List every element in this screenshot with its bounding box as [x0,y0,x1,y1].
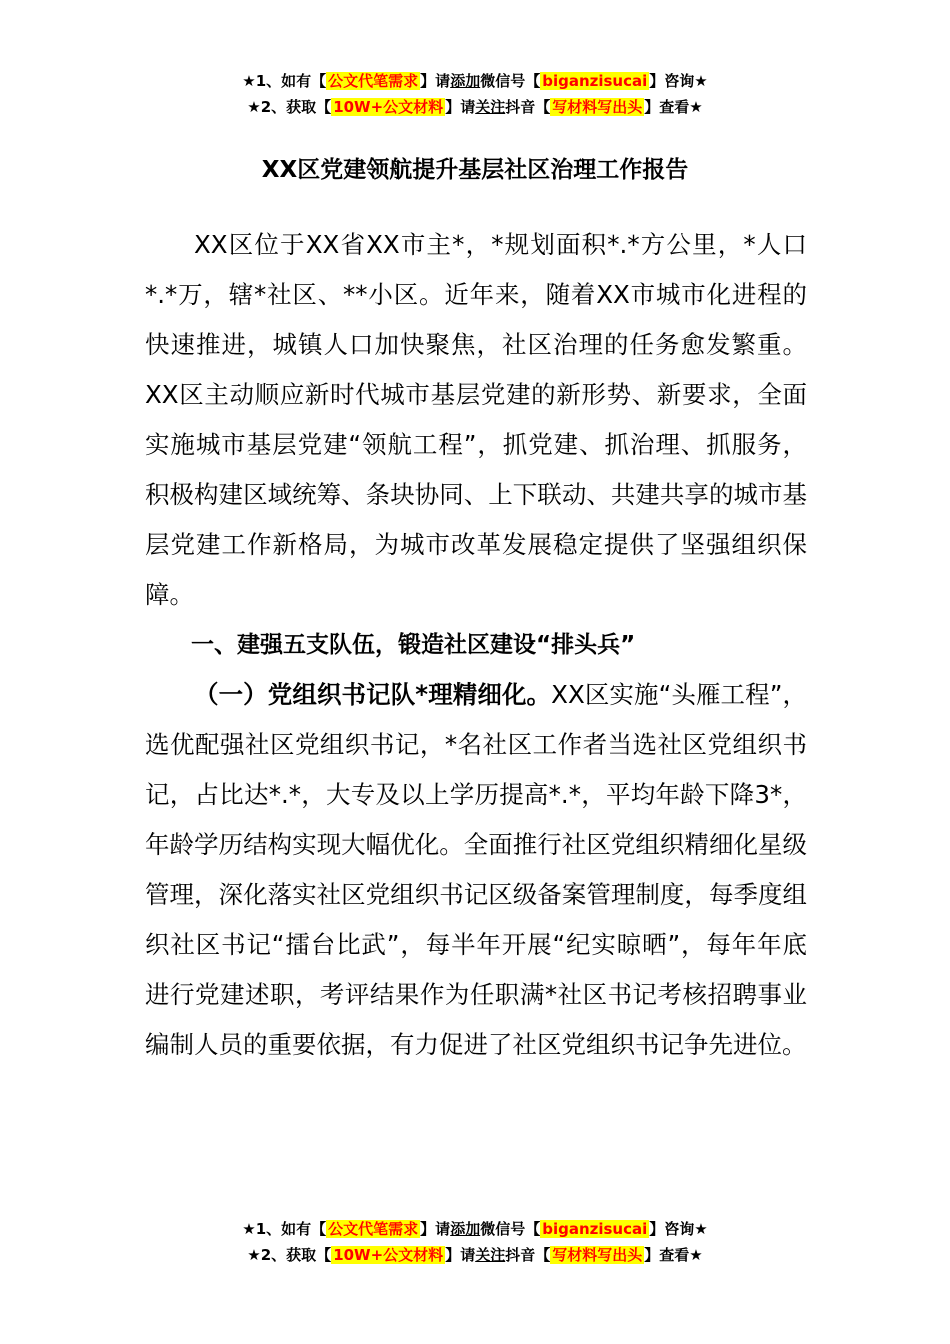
top-banner [0,68,950,120]
banner-text: ★2、获取【 [247,1246,332,1264]
banner-text: ★1、如有【 [242,72,327,90]
banner-underlined: 添加 [450,1220,481,1238]
banner-highlight: biganzisucai [542,1220,648,1238]
banner-underlined: 关注 [475,98,506,116]
banner-text: 】请 [420,1220,451,1238]
banner-highlight: 公文代笔需求 [328,1220,419,1238]
banner-highlight: 写材料写出头 [552,98,643,116]
document-title: XX区党建领航提升基层社区治理工作报告 [261,157,689,183]
banner-underlined: 关注 [475,1246,506,1264]
subsection-heading: （一）党组织书记队*理精细化。 [194,680,552,709]
banner-text: 】请 [445,1246,476,1264]
paragraph-intro: XX区位于XX省XX市主*，*规划面积*.*方公里，*人口*.*万，辖*社区、**小区。近年来，随着XX市城市化进程的快速推进，城镇人口加快聚焦，社区治理的任务愈发繁重。XX区主动顺应新时代城市基层党建的新形势、新要求，全面实施城市基层党建“领航工程”，抓党建、抓治理、抓服务，积极构建区域统筹、条块协同、上下联动、共建共享的城市基层党建工作新格局，为城市改革发展稳定提供了坚强组织保障。 [145,230,807,609]
bottom-banner [0,1216,950,1268]
document-body [145,220,807,1070]
banner-text: 】请 [420,72,451,90]
section-heading-1: 一、建强五支队伍，锻造社区建设“排头兵” [191,632,636,658]
banner-text: 】咨询★ [649,1220,708,1238]
banner-text: 】咨询★ [649,72,708,90]
banner-line-2 [0,94,950,120]
banner-text: 】查看★ [644,98,703,116]
banner-highlight: 10W+公文材料 [333,1246,444,1264]
banner-line-1 [0,1216,950,1242]
banner-text: ★2、获取【 [247,98,332,116]
banner-text: 】查看★ [644,1246,703,1264]
banner-text: 微信号【 [480,1220,541,1238]
banner-highlight: 10W+公文材料 [333,98,444,116]
banner-text: ★1、如有【 [242,1220,327,1238]
banner-highlight: 公文代笔需求 [328,72,419,90]
banner-text: 抖音【 [505,98,551,116]
banner-text: 微信号【 [480,72,541,90]
paragraph-section-1-1 [145,670,807,1070]
banner-highlight: 写材料写出头 [552,1246,643,1264]
banner-line-2 [0,1242,950,1268]
banner-text: 】请 [445,98,476,116]
banner-line-1 [0,68,950,94]
banner-underlined: 添加 [450,72,481,90]
subsection-text: XX区实施“头雁工程”，选优配强社区党组织书记，*名社区工作者当选社区党组织书记，占比达*.*，大专及以上学历提高*.*，平均年龄下降3*，年龄学历结构实现大幅优化。全面推行社区党组织精细化星级管理，深化落实社区党组织书记区级备案管理制度，每季度组织社区书记“擂台比武”，每半年开展“纪实晾晒”，每年年底进行党建述职，考评结果作为任职满*社区书记考核招聘事业编制人员的重要依据，有力促进了社区党组织书记争先进位。 [145,680,808,1059]
banner-highlight: biganzisucai [542,72,648,90]
banner-text: 抖音【 [505,1246,551,1264]
